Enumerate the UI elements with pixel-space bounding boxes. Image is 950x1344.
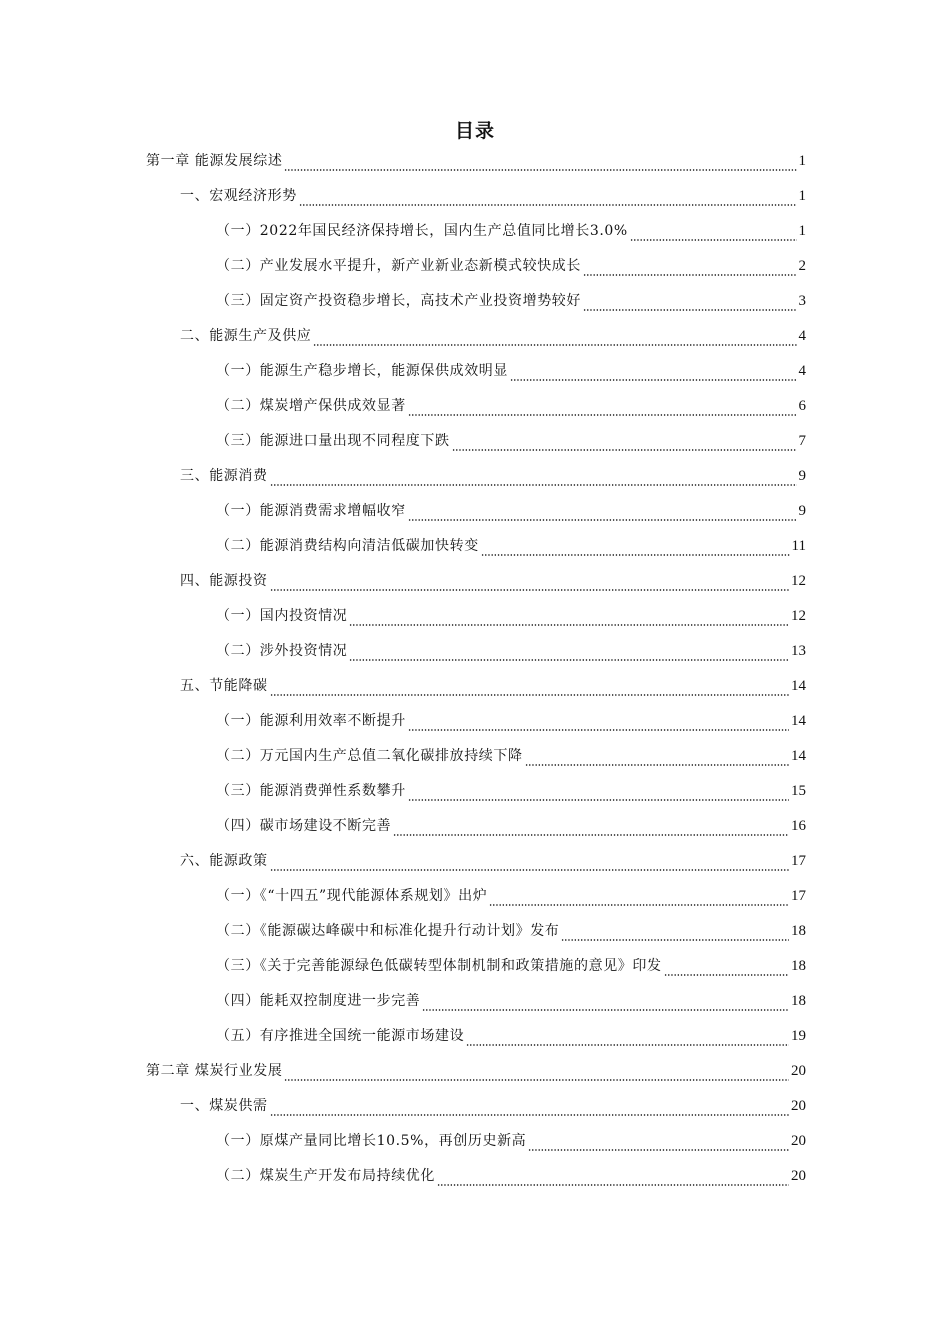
toc-entry-label: （二）《能源碳达峰碳中和标准化提升行动计划》发布 — [216, 923, 560, 939]
toc-entry[interactable] — [180, 1095, 806, 1117]
toc-entry-page: 3 — [798, 293, 806, 309]
toc-entry-page: 9 — [798, 503, 806, 519]
dot-leader — [525, 751, 789, 767]
dot-leader — [583, 296, 797, 312]
dot-leader — [270, 1101, 789, 1117]
toc-entry-page: 18 — [791, 923, 806, 939]
dot-leader — [393, 821, 789, 837]
toc-entry-label: （一）2022年国民经济保持增长，国内生产总值同比增长3.0% — [216, 223, 628, 239]
toc-entry[interactable] — [216, 710, 806, 732]
toc-entry[interactable] — [216, 535, 806, 557]
toc-entry-page: 11 — [791, 538, 806, 554]
toc-entry-label: （二）万元国内生产总值二氧化碳排放持续下降 — [216, 748, 523, 764]
toc-entry[interactable] — [216, 395, 806, 417]
toc-entry-page: 14 — [791, 713, 806, 729]
toc-entry[interactable] — [216, 640, 806, 662]
dot-leader — [630, 226, 797, 242]
dot-leader — [561, 926, 789, 942]
dot-leader — [299, 191, 797, 207]
dot-leader — [270, 576, 789, 592]
toc-entry[interactable] — [216, 360, 806, 382]
toc-entry-label: （四）能耗双控制度进一步完善 — [216, 993, 421, 1009]
toc-entry-page: 1 — [798, 223, 806, 239]
toc-entry-page: 4 — [798, 328, 806, 344]
toc-entry-page: 9 — [798, 468, 806, 484]
toc-entry[interactable] — [216, 430, 806, 452]
dot-leader — [270, 681, 789, 697]
toc-entry-label: （二）煤炭生产开发布局持续优化 — [216, 1168, 435, 1184]
toc-entry[interactable] — [216, 290, 806, 312]
toc-entry[interactable] — [216, 885, 806, 907]
toc-entry-page: 17 — [791, 888, 806, 904]
toc-entry[interactable] — [180, 570, 806, 592]
toc-entry-label: （三）能源消费弹性系数攀升 — [216, 783, 406, 799]
toc-entry-label: （一）能源生产稳步增长，能源保供成效明显 — [216, 363, 508, 379]
dot-leader — [437, 1171, 789, 1187]
toc-entry-label: （一）能源利用效率不断提升 — [216, 713, 406, 729]
dot-leader — [408, 716, 789, 732]
toc-entry[interactable] — [216, 500, 806, 522]
dot-leader — [349, 611, 789, 627]
toc-entry[interactable] — [180, 850, 806, 872]
toc-entry-label: （四）碳市场建设不断完善 — [216, 818, 392, 834]
toc-entry-page: 20 — [791, 1133, 806, 1149]
dot-leader — [510, 366, 797, 382]
toc-entry-label: （二）能源消费结构向清洁低碳加快转变 — [216, 538, 479, 554]
dot-leader — [452, 436, 797, 452]
toc-entry-page: 14 — [791, 748, 806, 764]
toc-entry-label: （三）能源进口量出现不同程度下跌 — [216, 433, 450, 449]
toc-entry-label: （一）《“十四五”现代能源体系规划》出炉 — [216, 888, 488, 904]
toc-entry-label: 五、节能降碳 — [180, 678, 268, 694]
toc-entry-label: （三）《关于完善能源绿色低碳转型体制机制和政策措施的意见》印发 — [216, 958, 662, 974]
toc-entry-label: 一、煤炭供需 — [180, 1098, 268, 1114]
dot-leader — [284, 1066, 789, 1082]
toc-entry[interactable] — [180, 185, 806, 207]
toc-entry[interactable] — [146, 1060, 806, 1082]
toc-entry-label: （二）涉外投资情况 — [216, 643, 348, 659]
toc-entry-page: 4 — [798, 363, 806, 379]
dot-leader — [313, 331, 796, 347]
toc-entry[interactable] — [216, 1130, 806, 1152]
toc-entry[interactable] — [216, 920, 806, 942]
toc-entry-page: 17 — [791, 853, 806, 869]
toc-entry-page: 14 — [791, 678, 806, 694]
toc-entry[interactable] — [216, 605, 806, 627]
toc-entry-label: （五）有序推进全国统一能源市场建设 — [216, 1028, 465, 1044]
toc-entry[interactable] — [180, 465, 806, 487]
toc-entry[interactable] — [216, 745, 806, 767]
toc-entry[interactable] — [180, 325, 806, 347]
toc-entry-page: 19 — [791, 1028, 806, 1044]
toc-entry-page: 20 — [791, 1098, 806, 1114]
toc-entry-label: 四、能源投资 — [180, 573, 268, 589]
dot-leader — [528, 1136, 789, 1152]
dot-leader — [489, 891, 789, 907]
toc-entry-label: 第二章 煤炭行业发展 — [146, 1063, 283, 1079]
toc-entry-label: 三、能源消费 — [180, 468, 268, 484]
toc-entry[interactable] — [216, 1165, 806, 1187]
toc-entry-page: 20 — [791, 1168, 806, 1184]
dot-leader — [422, 996, 789, 1012]
dot-leader — [349, 646, 789, 662]
dot-leader — [466, 1031, 789, 1047]
dot-leader — [664, 961, 789, 977]
toc-entry-page: 7 — [798, 433, 806, 449]
toc-entry-page: 15 — [791, 783, 806, 799]
dot-leader — [408, 786, 789, 802]
toc-entry-label: （三）固定资产投资稳步增长，高技术产业投资增势较好 — [216, 293, 581, 309]
toc-entry-label: （二）产业发展水平提升，新产业新业态新模式较快成长 — [216, 258, 581, 274]
toc-entry[interactable] — [216, 990, 806, 1012]
toc-entry-page: 16 — [791, 818, 806, 834]
toc-entry-page: 1 — [798, 188, 806, 204]
toc-entry[interactable] — [180, 675, 806, 697]
toc-entry[interactable] — [216, 780, 806, 802]
toc-entry[interactable] — [216, 220, 806, 242]
toc-entry-page: 1 — [798, 153, 806, 169]
toc-entry[interactable] — [216, 955, 806, 977]
toc-entry-page: 6 — [798, 398, 806, 414]
dot-leader — [408, 401, 797, 417]
dot-leader — [270, 471, 797, 487]
toc-entry-page: 12 — [791, 573, 806, 589]
toc-entry-label: （一）国内投资情况 — [216, 608, 348, 624]
toc-entry[interactable] — [216, 255, 806, 277]
dot-leader — [481, 541, 790, 557]
toc-entry-page: 13 — [791, 643, 806, 659]
toc-entry-page: 2 — [798, 258, 806, 274]
toc-entry-page: 18 — [791, 958, 806, 974]
toc-entry[interactable] — [146, 150, 806, 172]
toc-title: 目录 — [454, 120, 495, 142]
toc-entry-page: 20 — [791, 1063, 806, 1079]
toc-entry-label: 六、能源政策 — [180, 853, 268, 869]
toc-entry-label: （一）原煤产量同比增长10.5%，再创历史新高 — [216, 1133, 527, 1149]
toc-entry-label: 二、能源生产及供应 — [180, 328, 312, 344]
dot-leader — [270, 856, 789, 872]
toc-entry-label: 一、宏观经济形势 — [180, 188, 297, 204]
toc-entry[interactable] — [216, 815, 806, 837]
toc-entry[interactable] — [216, 1025, 806, 1047]
toc-entry-label: 第一章 能源发展综述 — [146, 153, 283, 169]
toc-entry-page: 18 — [791, 993, 806, 1009]
dot-leader — [583, 261, 797, 277]
toc-entry-page: 12 — [791, 608, 806, 624]
toc-entry-label: （二）煤炭增产保供成效显著 — [216, 398, 406, 414]
dot-leader — [284, 156, 796, 172]
toc-entry-label: （一）能源消费需求增幅收窄 — [216, 503, 406, 519]
dot-leader — [408, 506, 797, 522]
